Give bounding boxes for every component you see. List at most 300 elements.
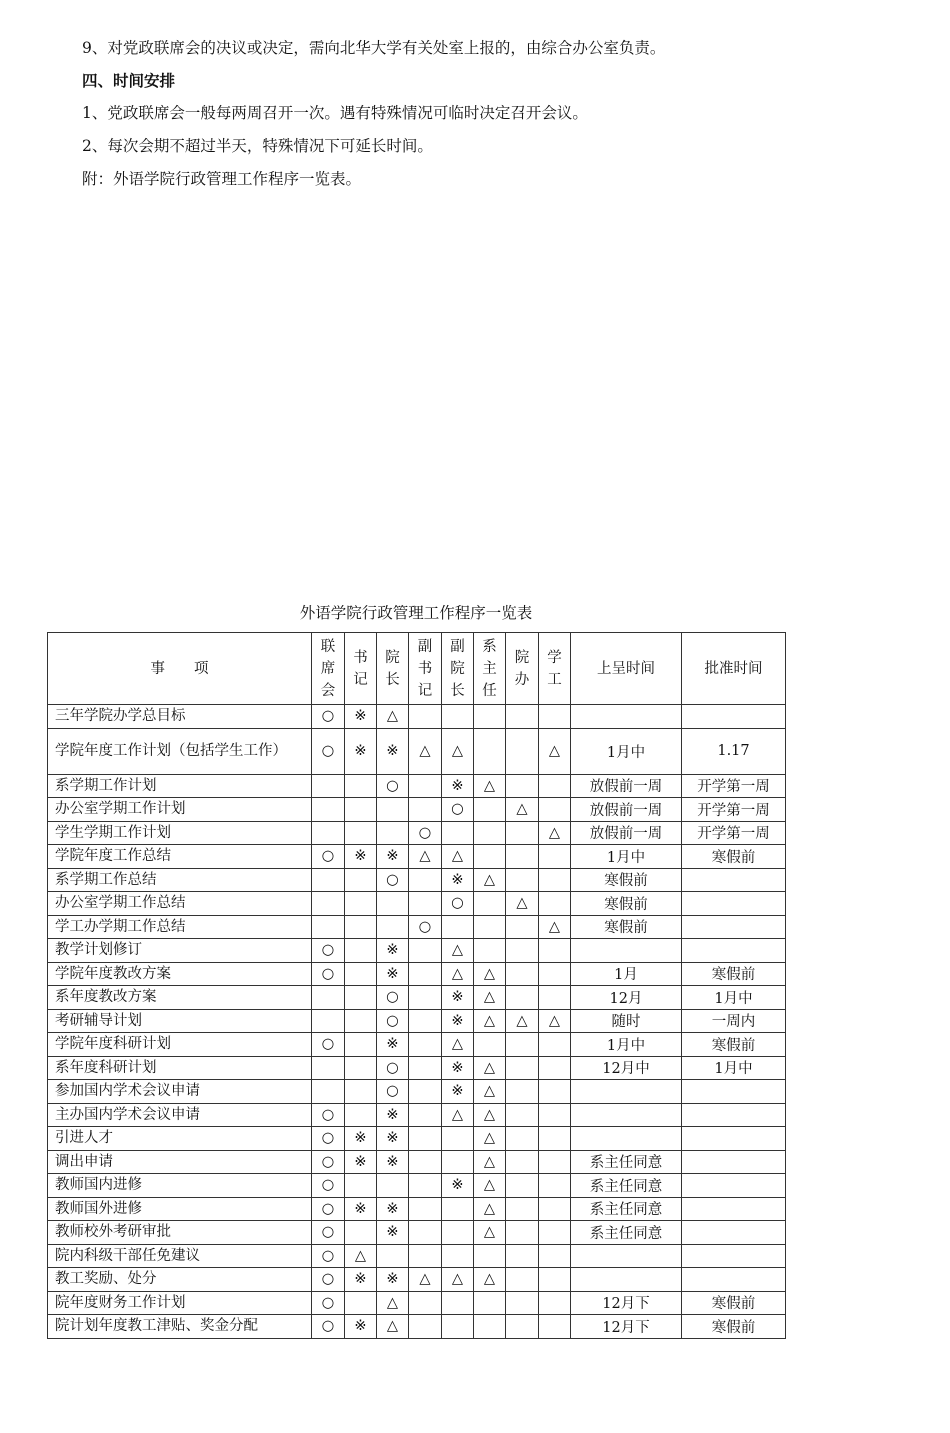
value-cell bbox=[409, 1221, 442, 1245]
item-cell: 教工奖励、处分 bbox=[48, 1268, 312, 1292]
table-row bbox=[48, 962, 786, 986]
value-cell bbox=[377, 798, 409, 822]
value-cell bbox=[506, 845, 539, 869]
table-row bbox=[48, 1244, 786, 1268]
value-cell: ○ bbox=[312, 1268, 345, 1292]
value-cell bbox=[474, 1033, 506, 1057]
value-cell: 开学第一周 bbox=[682, 798, 786, 822]
value-cell bbox=[539, 892, 571, 916]
table-header-row bbox=[48, 633, 786, 705]
value-cell bbox=[409, 1033, 442, 1057]
value-cell: ○ bbox=[312, 1150, 345, 1174]
column-header: 院 长 bbox=[377, 633, 409, 705]
value-cell bbox=[474, 705, 506, 729]
item-cell: 考研辅导计划 bbox=[48, 1009, 312, 1033]
value-cell: 随时 bbox=[571, 1009, 682, 1033]
value-cell bbox=[312, 915, 345, 939]
value-cell: 12月下 bbox=[571, 1315, 682, 1339]
value-cell: △ bbox=[539, 1009, 571, 1033]
table-row bbox=[48, 1174, 786, 1198]
value-cell bbox=[682, 915, 786, 939]
value-cell bbox=[409, 939, 442, 963]
column-header: 学 工 bbox=[539, 633, 571, 705]
value-cell: △ bbox=[442, 1268, 474, 1292]
value-cell: ○ bbox=[312, 939, 345, 963]
value-cell: △ bbox=[442, 962, 474, 986]
value-cell bbox=[682, 1174, 786, 1198]
column-header: 院 办 bbox=[506, 633, 539, 705]
column-header: 书 记 bbox=[345, 633, 377, 705]
table-caption: 外语学院行政管理工作程序一览表 bbox=[299, 604, 533, 622]
item-cell: 院计划年度教工津贴、奖金分配 bbox=[48, 1315, 312, 1339]
table-row bbox=[48, 1009, 786, 1033]
value-cell bbox=[377, 892, 409, 916]
value-cell bbox=[474, 821, 506, 845]
value-cell bbox=[409, 962, 442, 986]
value-cell: △ bbox=[474, 774, 506, 798]
value-cell bbox=[506, 962, 539, 986]
value-cell bbox=[682, 1080, 786, 1104]
value-cell bbox=[506, 1291, 539, 1315]
value-cell: ※ bbox=[377, 1033, 409, 1057]
value-cell bbox=[539, 1315, 571, 1339]
value-cell: ※ bbox=[442, 1174, 474, 1198]
value-cell: 寒假前 bbox=[571, 915, 682, 939]
value-cell bbox=[442, 1291, 474, 1315]
value-cell bbox=[345, 1103, 377, 1127]
value-cell: 开学第一周 bbox=[682, 821, 786, 845]
value-cell bbox=[442, 1221, 474, 1245]
value-cell bbox=[409, 1315, 442, 1339]
value-cell: △ bbox=[409, 728, 442, 774]
value-cell bbox=[345, 1009, 377, 1033]
value-cell: 放假前一周 bbox=[571, 798, 682, 822]
table-row bbox=[48, 892, 786, 916]
value-cell bbox=[682, 1244, 786, 1268]
item-cell: 学院年度工作总结 bbox=[48, 845, 312, 869]
value-cell: △ bbox=[474, 868, 506, 892]
value-cell: △ bbox=[442, 845, 474, 869]
value-cell bbox=[539, 1033, 571, 1057]
value-cell: △ bbox=[474, 1197, 506, 1221]
value-cell bbox=[345, 1174, 377, 1198]
value-cell bbox=[409, 1291, 442, 1315]
value-cell bbox=[539, 1127, 571, 1151]
value-cell bbox=[682, 1127, 786, 1151]
value-cell: 1月 bbox=[571, 962, 682, 986]
value-cell: ○ bbox=[377, 868, 409, 892]
value-cell bbox=[377, 1174, 409, 1198]
value-cell bbox=[539, 986, 571, 1010]
table-row bbox=[48, 1291, 786, 1315]
table-row bbox=[48, 1268, 786, 1292]
value-cell bbox=[345, 1291, 377, 1315]
item-cell: 学生学期工作计划 bbox=[48, 821, 312, 845]
value-cell: 系主任同意 bbox=[571, 1197, 682, 1221]
value-cell: 系主任同意 bbox=[571, 1150, 682, 1174]
table-row bbox=[48, 868, 786, 892]
value-cell bbox=[345, 1033, 377, 1057]
value-cell: ○ bbox=[377, 1009, 409, 1033]
value-cell: 放假前一周 bbox=[571, 821, 682, 845]
value-cell: ※ bbox=[345, 1150, 377, 1174]
value-cell bbox=[312, 986, 345, 1010]
value-cell: ※ bbox=[377, 728, 409, 774]
value-cell: △ bbox=[474, 1009, 506, 1033]
value-cell bbox=[377, 915, 409, 939]
column-header: 事 项 bbox=[48, 633, 312, 705]
value-cell bbox=[506, 868, 539, 892]
value-cell: 1月中 bbox=[571, 728, 682, 774]
value-cell bbox=[682, 868, 786, 892]
value-cell bbox=[474, 1244, 506, 1268]
value-cell: △ bbox=[409, 845, 442, 869]
value-cell bbox=[409, 1080, 442, 1104]
value-cell: 1月中 bbox=[682, 1056, 786, 1080]
value-cell bbox=[409, 986, 442, 1010]
value-cell bbox=[571, 1080, 682, 1104]
value-cell bbox=[377, 1244, 409, 1268]
value-cell: 寒假前 bbox=[571, 892, 682, 916]
value-cell: △ bbox=[442, 728, 474, 774]
value-cell bbox=[506, 1315, 539, 1339]
value-cell bbox=[409, 798, 442, 822]
table-row bbox=[48, 1033, 786, 1057]
value-cell bbox=[345, 1221, 377, 1245]
value-cell: 系主任同意 bbox=[571, 1221, 682, 1245]
value-cell: ※ bbox=[345, 845, 377, 869]
value-cell bbox=[474, 892, 506, 916]
value-cell bbox=[506, 1244, 539, 1268]
table-row bbox=[48, 1056, 786, 1080]
value-cell bbox=[571, 1127, 682, 1151]
value-cell bbox=[345, 939, 377, 963]
value-cell bbox=[539, 1268, 571, 1292]
value-cell bbox=[539, 1103, 571, 1127]
item-cell: 教学计划修订 bbox=[48, 939, 312, 963]
value-cell: 1月中 bbox=[571, 845, 682, 869]
value-cell bbox=[442, 705, 474, 729]
value-cell bbox=[506, 728, 539, 774]
value-cell: 寒假前 bbox=[571, 868, 682, 892]
value-cell bbox=[312, 1056, 345, 1080]
value-cell bbox=[539, 1174, 571, 1198]
value-cell bbox=[345, 915, 377, 939]
value-cell: ○ bbox=[312, 1244, 345, 1268]
value-cell bbox=[506, 705, 539, 729]
table-row bbox=[48, 821, 786, 845]
value-cell: △ bbox=[474, 1174, 506, 1198]
value-cell bbox=[539, 798, 571, 822]
value-cell bbox=[506, 1127, 539, 1151]
value-cell: △ bbox=[474, 1056, 506, 1080]
value-cell bbox=[312, 798, 345, 822]
value-cell bbox=[442, 821, 474, 845]
value-cell: ○ bbox=[312, 1315, 345, 1339]
value-cell bbox=[442, 1150, 474, 1174]
item-cell: 办公室学期工作计划 bbox=[48, 798, 312, 822]
value-cell bbox=[506, 1268, 539, 1292]
value-cell bbox=[442, 1127, 474, 1151]
table-row bbox=[48, 1080, 786, 1104]
value-cell bbox=[345, 986, 377, 1010]
item-cell: 学院年度工作计划（包括学生工作） bbox=[48, 728, 312, 774]
value-cell bbox=[345, 962, 377, 986]
value-cell: △ bbox=[474, 962, 506, 986]
value-cell bbox=[539, 1080, 571, 1104]
value-cell: ※ bbox=[377, 1150, 409, 1174]
value-cell bbox=[539, 1150, 571, 1174]
value-cell bbox=[409, 1150, 442, 1174]
value-cell bbox=[442, 1315, 474, 1339]
item-cell: 三年学院办学总目标 bbox=[48, 705, 312, 729]
value-cell bbox=[571, 1268, 682, 1292]
value-cell: ○ bbox=[312, 1197, 345, 1221]
value-cell bbox=[571, 939, 682, 963]
value-cell: 寒假前 bbox=[682, 1315, 786, 1339]
value-cell: △ bbox=[506, 1009, 539, 1033]
table-row bbox=[48, 845, 786, 869]
paragraph-2: 1、党政联席会一般每两周召开一次。遇有特殊情况可临时决定召开会议。 bbox=[82, 104, 588, 122]
value-cell: ○ bbox=[409, 821, 442, 845]
item-cell: 学工办学期工作总结 bbox=[48, 915, 312, 939]
table-row bbox=[48, 705, 786, 729]
value-cell bbox=[682, 892, 786, 916]
value-cell: ○ bbox=[312, 1291, 345, 1315]
value-cell bbox=[539, 939, 571, 963]
value-cell bbox=[506, 821, 539, 845]
value-cell: ※ bbox=[442, 868, 474, 892]
value-cell: ※ bbox=[377, 962, 409, 986]
value-cell: ○ bbox=[312, 1103, 345, 1127]
column-header: 联 席 会 bbox=[312, 633, 345, 705]
value-cell bbox=[571, 1244, 682, 1268]
value-cell: 开学第一周 bbox=[682, 774, 786, 798]
value-cell: △ bbox=[442, 939, 474, 963]
value-cell bbox=[474, 915, 506, 939]
value-cell: △ bbox=[442, 1103, 474, 1127]
table-row bbox=[48, 939, 786, 963]
value-cell: ○ bbox=[312, 1221, 345, 1245]
value-cell bbox=[409, 705, 442, 729]
value-cell bbox=[539, 868, 571, 892]
value-cell: 1.17 bbox=[682, 728, 786, 774]
value-cell bbox=[345, 868, 377, 892]
value-cell: 放假前一周 bbox=[571, 774, 682, 798]
item-cell: 教师校外考研审批 bbox=[48, 1221, 312, 1245]
value-cell: ※ bbox=[377, 1103, 409, 1127]
table-row bbox=[48, 798, 786, 822]
value-cell bbox=[539, 1221, 571, 1245]
value-cell: 寒假前 bbox=[682, 962, 786, 986]
value-cell bbox=[506, 986, 539, 1010]
value-cell bbox=[506, 774, 539, 798]
value-cell bbox=[312, 1009, 345, 1033]
value-cell: △ bbox=[474, 1150, 506, 1174]
value-cell: ○ bbox=[312, 705, 345, 729]
value-cell bbox=[474, 798, 506, 822]
table-row bbox=[48, 1221, 786, 1245]
value-cell: 寒假前 bbox=[682, 1291, 786, 1315]
value-cell: ※ bbox=[345, 1268, 377, 1292]
value-cell: ○ bbox=[377, 986, 409, 1010]
value-cell bbox=[409, 892, 442, 916]
value-cell bbox=[506, 939, 539, 963]
value-cell bbox=[442, 1197, 474, 1221]
value-cell: 系主任同意 bbox=[571, 1174, 682, 1198]
value-cell: ※ bbox=[345, 1197, 377, 1221]
appendix-note: 附：外语学院行政管理工作程序一览表。 bbox=[82, 170, 362, 188]
value-cell: △ bbox=[409, 1268, 442, 1292]
value-cell: 寒假前 bbox=[682, 845, 786, 869]
table-row bbox=[48, 1127, 786, 1151]
value-cell: ※ bbox=[442, 1056, 474, 1080]
value-cell bbox=[506, 1033, 539, 1057]
value-cell: ※ bbox=[442, 986, 474, 1010]
value-cell bbox=[312, 892, 345, 916]
value-cell: ○ bbox=[312, 1174, 345, 1198]
value-cell: ※ bbox=[377, 845, 409, 869]
item-cell: 引进人才 bbox=[48, 1127, 312, 1151]
value-cell bbox=[506, 1103, 539, 1127]
item-cell: 院内科级干部任免建议 bbox=[48, 1244, 312, 1268]
item-cell: 参加国内学术会议申请 bbox=[48, 1080, 312, 1104]
value-cell: △ bbox=[474, 1080, 506, 1104]
paragraph-1: 9、对党政联席会的决议或决定，需向北华大学有关处室上报的，由综合办公室负责。 bbox=[82, 39, 666, 57]
table-row bbox=[48, 986, 786, 1010]
item-cell: 教师国外进修 bbox=[48, 1197, 312, 1221]
value-cell: ※ bbox=[442, 774, 474, 798]
item-cell: 办公室学期工作总结 bbox=[48, 892, 312, 916]
value-cell bbox=[539, 1291, 571, 1315]
value-cell bbox=[539, 845, 571, 869]
value-cell bbox=[506, 1174, 539, 1198]
value-cell: △ bbox=[539, 728, 571, 774]
value-cell: △ bbox=[539, 915, 571, 939]
value-cell bbox=[682, 1268, 786, 1292]
value-cell: ※ bbox=[442, 1009, 474, 1033]
table-row bbox=[48, 915, 786, 939]
value-cell: △ bbox=[377, 1291, 409, 1315]
value-cell bbox=[409, 1197, 442, 1221]
value-cell bbox=[409, 1174, 442, 1198]
value-cell: ○ bbox=[442, 798, 474, 822]
value-cell bbox=[312, 821, 345, 845]
value-cell bbox=[474, 728, 506, 774]
value-cell bbox=[539, 1056, 571, 1080]
value-cell bbox=[682, 939, 786, 963]
value-cell: △ bbox=[345, 1244, 377, 1268]
item-cell: 学院年度教改方案 bbox=[48, 962, 312, 986]
value-cell bbox=[539, 1197, 571, 1221]
value-cell: ○ bbox=[409, 915, 442, 939]
value-cell bbox=[506, 1150, 539, 1174]
value-cell bbox=[409, 1244, 442, 1268]
value-cell bbox=[571, 1103, 682, 1127]
value-cell bbox=[682, 1150, 786, 1174]
value-cell bbox=[539, 1244, 571, 1268]
value-cell bbox=[409, 1056, 442, 1080]
value-cell bbox=[682, 1197, 786, 1221]
value-cell: 寒假前 bbox=[682, 1033, 786, 1057]
value-cell bbox=[312, 868, 345, 892]
value-cell bbox=[345, 821, 377, 845]
paragraph-3: 2、每次会期不超过半天，特殊情况下可延长时间。 bbox=[82, 137, 433, 155]
value-cell: ○ bbox=[312, 962, 345, 986]
value-cell: ○ bbox=[312, 728, 345, 774]
value-cell: ※ bbox=[345, 705, 377, 729]
value-cell: 1月中 bbox=[682, 986, 786, 1010]
value-cell: 一周内 bbox=[682, 1009, 786, 1033]
value-cell bbox=[345, 1056, 377, 1080]
value-cell: ○ bbox=[377, 774, 409, 798]
column-header: 系 主 任 bbox=[474, 633, 506, 705]
value-cell: △ bbox=[474, 1268, 506, 1292]
value-cell: △ bbox=[377, 1315, 409, 1339]
item-cell: 系学期工作计划 bbox=[48, 774, 312, 798]
item-cell: 系年度教改方案 bbox=[48, 986, 312, 1010]
value-cell bbox=[506, 915, 539, 939]
value-cell: △ bbox=[506, 892, 539, 916]
table-row bbox=[48, 774, 786, 798]
section-heading: 四、时间安排 bbox=[82, 72, 176, 90]
value-cell: 12月下 bbox=[571, 1291, 682, 1315]
value-cell: ○ bbox=[312, 1127, 345, 1151]
value-cell bbox=[506, 1056, 539, 1080]
value-cell: △ bbox=[474, 1221, 506, 1245]
value-cell bbox=[409, 1103, 442, 1127]
value-cell bbox=[474, 845, 506, 869]
item-cell: 教师国内进修 bbox=[48, 1174, 312, 1198]
item-cell: 系学期工作总结 bbox=[48, 868, 312, 892]
value-cell bbox=[312, 1080, 345, 1104]
value-cell bbox=[506, 1221, 539, 1245]
value-cell: △ bbox=[539, 821, 571, 845]
value-cell bbox=[539, 962, 571, 986]
value-cell: ※ bbox=[377, 1268, 409, 1292]
value-cell bbox=[442, 1244, 474, 1268]
value-cell: ※ bbox=[377, 1127, 409, 1151]
table-row bbox=[48, 1197, 786, 1221]
value-cell: ○ bbox=[312, 845, 345, 869]
value-cell bbox=[682, 705, 786, 729]
value-cell bbox=[506, 1197, 539, 1221]
value-cell bbox=[474, 939, 506, 963]
value-cell: ※ bbox=[377, 939, 409, 963]
value-cell bbox=[345, 892, 377, 916]
value-cell: △ bbox=[474, 1127, 506, 1151]
value-cell: ○ bbox=[312, 1033, 345, 1057]
value-cell bbox=[377, 821, 409, 845]
value-cell bbox=[409, 774, 442, 798]
column-header: 副 书 记 bbox=[409, 633, 442, 705]
value-cell: △ bbox=[506, 798, 539, 822]
value-cell bbox=[682, 1103, 786, 1127]
item-cell: 院年度财务工作计划 bbox=[48, 1291, 312, 1315]
item-cell: 学院年度科研计划 bbox=[48, 1033, 312, 1057]
value-cell: 12月 bbox=[571, 986, 682, 1010]
column-header: 上呈时间 bbox=[571, 633, 682, 705]
column-header: 副 院 长 bbox=[442, 633, 474, 705]
table-row bbox=[48, 1150, 786, 1174]
item-cell: 调出申请 bbox=[48, 1150, 312, 1174]
value-cell bbox=[539, 774, 571, 798]
value-cell bbox=[682, 1221, 786, 1245]
value-cell: 1月中 bbox=[571, 1033, 682, 1057]
value-cell: ※ bbox=[345, 728, 377, 774]
value-cell bbox=[345, 798, 377, 822]
value-cell: ※ bbox=[377, 1221, 409, 1245]
